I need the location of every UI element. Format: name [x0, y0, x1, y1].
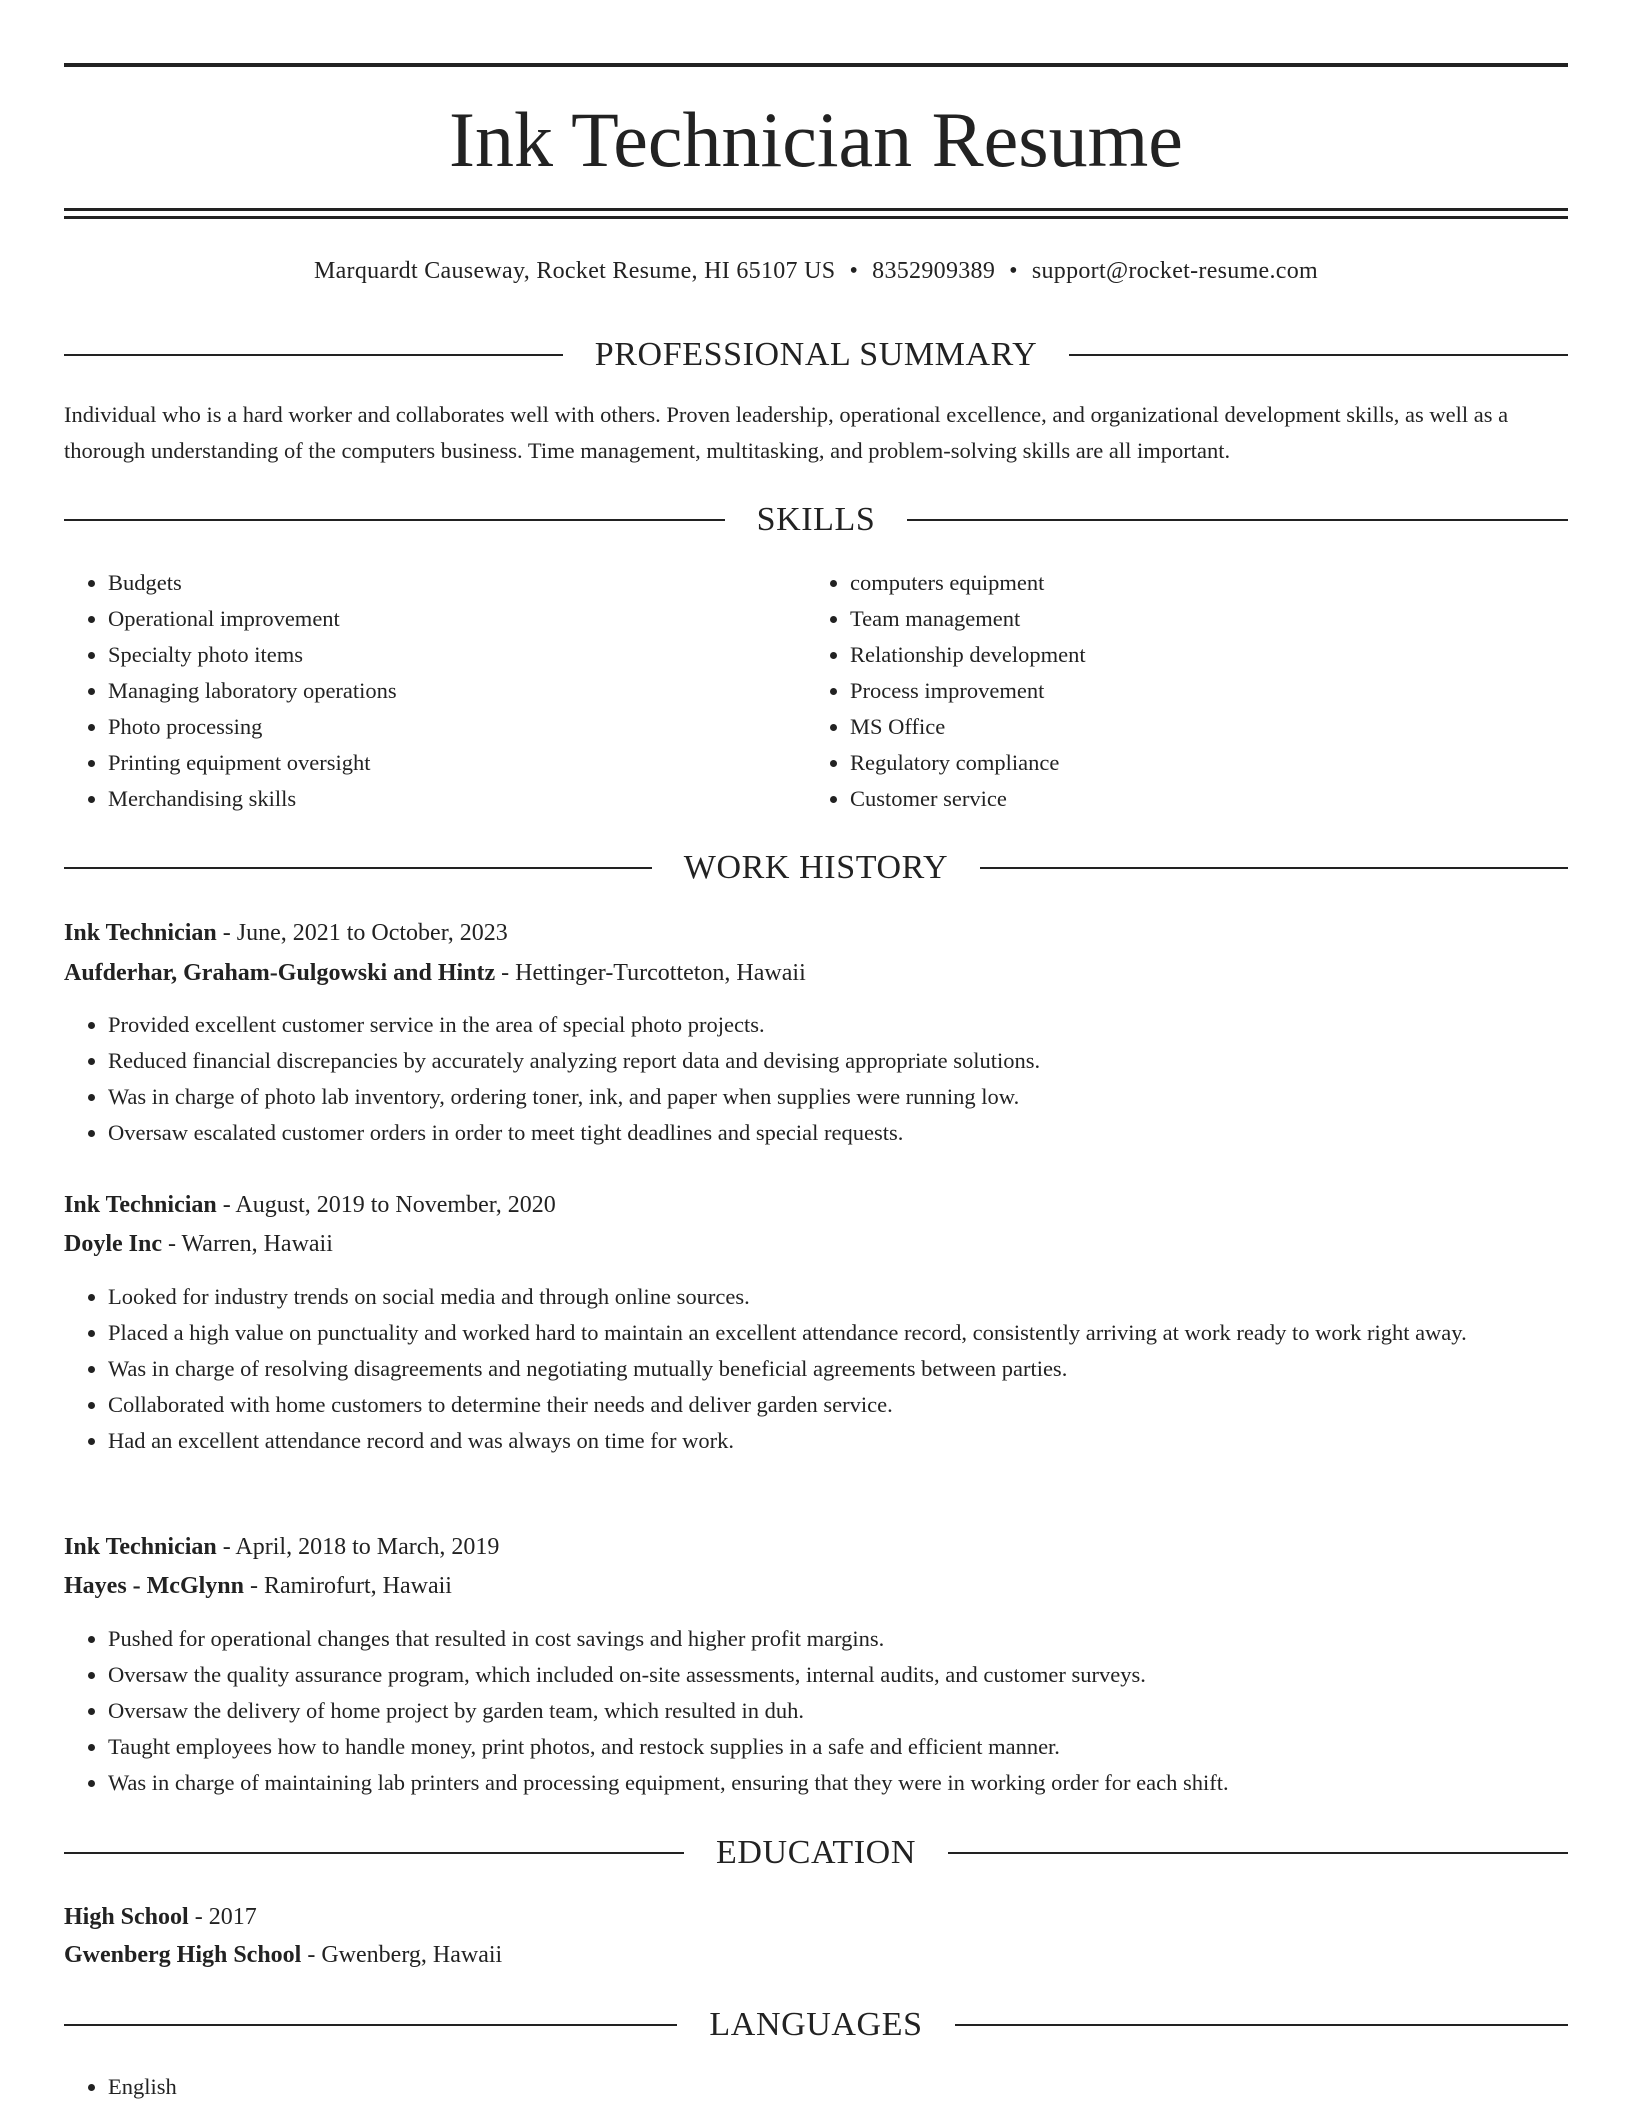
education-degree-line: [64, 1899, 1568, 1935]
heading-rule-right: [907, 519, 1568, 521]
skill-item: • Specialty photo items: [108, 637, 808, 673]
header-bottom-rule-2: [64, 216, 1568, 219]
job-bullet: • Taught employees how to handle money, print photos, and restock supplies in a safe and efficient manner.: [108, 1729, 1612, 1765]
job-bullets: [64, 1621, 1612, 1801]
job-bullets: [64, 1279, 1612, 1459]
job-location: - Hettinger-Turcotteton, Hawaii: [495, 960, 806, 986]
job-bullet: • Oversaw the quality assurance program, which included on-site assessments, internal audits, and customer surveys.: [108, 1657, 1612, 1693]
heading-rule-right: [948, 1852, 1568, 1854]
contact-line: [64, 254, 1568, 288]
contact-email[interactable]: support@rocket-resume.com: [1031, 258, 1319, 284]
job-company-line: [64, 1568, 1568, 1604]
job-bullet: • Was in charge of resolving disagreements and negotiating mutually beneficial agreements between parties.: [108, 1351, 1612, 1387]
section-title: PROFESSIONAL SUMMARY: [594, 336, 1038, 373]
skills-list-right: [806, 565, 1550, 817]
section-title: LANGUAGES: [709, 2006, 923, 2043]
job-bullet: • Was in charge of photo lab inventory, ordering toner, ink, and paper when supplies were running low.: [108, 1079, 1612, 1115]
header-bottom-rule: [64, 208, 1568, 211]
skill-item: • Printing equipment oversight: [108, 745, 808, 781]
section-heading-summary: [64, 333, 1568, 377]
heading-rule-right: [1069, 354, 1568, 356]
job-title: Ink Technician: [64, 1192, 217, 1218]
section-title: WORK HISTORY: [683, 849, 949, 886]
job-bullet: • Was in charge of maintaining lab printers and processing equipment, ensuring that they were in working order for each shift.: [108, 1765, 1612, 1801]
job-dates: - June, 2021 to October, 2023: [216, 920, 508, 946]
skill-item: • Relationship development: [850, 637, 1550, 673]
heading-rule-left: [64, 867, 652, 869]
heading-rule-left: [64, 2024, 677, 2026]
skill-item: • Operational improvement: [108, 601, 808, 637]
job-dates: - August, 2019 to November, 2020: [216, 1192, 556, 1218]
job-company-line: [64, 955, 1568, 991]
job-company: Aufderhar, Graham-Gulgowski and Hintz: [64, 960, 496, 986]
skill-item: • Regulatory compliance: [850, 745, 1550, 781]
education-location: - Gwenberg, Hawaii: [301, 1942, 503, 1968]
job-bullet: • Had an excellent attendance record and was always on time for work.: [108, 1423, 1612, 1459]
skill-item: • Team management: [850, 601, 1550, 637]
resume-title: Ink Technician Resume: [449, 96, 1183, 183]
job-company: Doyle Inc: [64, 1231, 162, 1257]
job-company-line: [64, 1226, 1568, 1262]
section-title: EDUCATION: [716, 1834, 916, 1871]
header-top-rule: [64, 63, 1568, 67]
job-bullet: • Provided excellent customer service in the area of special photo projects.: [108, 1007, 1612, 1043]
section-heading-skills: [64, 498, 1568, 542]
job-title: Ink Technician: [64, 1534, 217, 1560]
skill-item: • Photo processing: [108, 709, 808, 745]
job-bullets: [64, 1007, 1612, 1151]
contact-separator: •: [849, 258, 859, 284]
job-location: - Warren, Hawaii: [162, 1231, 333, 1257]
contact-phone: 8352909389: [872, 258, 996, 284]
job-location: - Ramirofurt, Hawaii: [244, 1573, 452, 1599]
education-degree: High School: [64, 1904, 189, 1930]
skill-item: • Process improvement: [850, 673, 1550, 709]
heading-rule-left: [64, 519, 725, 521]
summary-text: Individual who is a hard worker and collaborates well with others. Proven leadership, operational excellence, and organizational development skills, as well as a thorough understanding of the computers business. Time management, multitasking, and problem-solving skills are all important.: [64, 402, 1509, 463]
job-bullet: • Oversaw the delivery of home project by garden team, which resulted in duh.: [108, 1693, 1612, 1729]
job-bullet: • Pushed for operational changes that resulted in cost savings and higher profit margins.: [108, 1621, 1612, 1657]
skill-item: • computers equipment: [850, 565, 1550, 601]
skill-item: • Customer service: [850, 781, 1550, 817]
skill-item: • Merchandising skills: [108, 781, 808, 817]
job-bullet: • Looked for industry trends on social media and through online sources.: [108, 1279, 1612, 1315]
job-title-line: [64, 1187, 1568, 1223]
section-heading-education: [64, 1831, 1568, 1875]
job-title-line: [64, 1529, 1568, 1565]
job-company: Hayes - McGlynn: [64, 1573, 244, 1599]
heading-rule-right: [955, 2024, 1568, 2026]
job-title: Ink Technician: [64, 920, 217, 946]
heading-rule-right: [980, 867, 1568, 869]
job-bullet: • Reduced financial discrepancies by accurately analyzing report data and devising appropriate solutions.: [108, 1043, 1612, 1079]
job-bullet: • Placed a high value on punctuality and worked hard to maintain an excellent attendance record, consistently arriving at work ready to work right away.: [108, 1315, 1612, 1351]
heading-rule-left: [64, 354, 563, 356]
job-dates: - April, 2018 to March, 2019: [216, 1534, 500, 1560]
section-heading-work: [64, 846, 1568, 890]
section-title: SKILLS: [756, 501, 876, 538]
skill-item: • Budgets: [108, 565, 808, 601]
education-school-line: [64, 1937, 1568, 1973]
job-bullet: • Collaborated with home customers to determine their needs and deliver garden service.: [108, 1387, 1612, 1423]
education-school: Gwenberg High School: [64, 1942, 302, 1968]
languages-list: [64, 2069, 808, 2105]
job-bullet: • Oversaw escalated customer orders in order to meet tight deadlines and special requests.: [108, 1115, 1612, 1151]
skill-item: • MS Office: [850, 709, 1550, 745]
section-heading-languages: [64, 2003, 1568, 2047]
skill-item: • Managing laboratory operations: [108, 673, 808, 709]
skills-list-left: [64, 565, 808, 817]
language-item: • English: [108, 2069, 808, 2105]
heading-rule-left: [64, 1852, 684, 1854]
education-year: - 2017: [188, 1904, 257, 1930]
contact-separator: •: [1009, 258, 1018, 284]
contact-address: Marquardt Causeway, Rocket Resume, HI 65107 US: [313, 258, 836, 284]
job-title-line: [64, 915, 1568, 951]
